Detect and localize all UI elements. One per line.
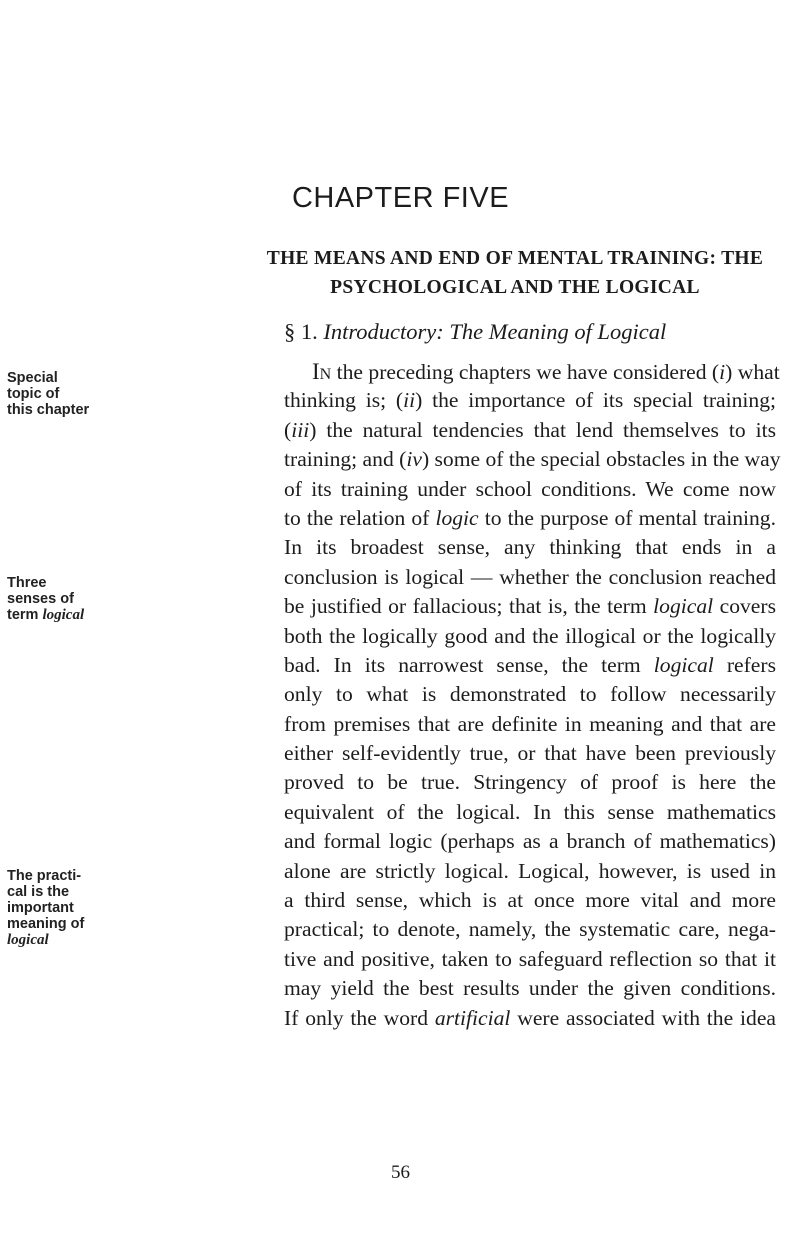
text-run: thinking is; ( bbox=[284, 388, 404, 413]
margin-note-line: important bbox=[7, 900, 74, 916]
body-line bbox=[284, 445, 781, 474]
italic-text: i bbox=[719, 360, 726, 384]
italic-text: iv bbox=[406, 447, 422, 472]
body-line bbox=[284, 357, 780, 386]
text-run: proved to be true. Stringency of proof is here the bbox=[284, 770, 776, 795]
text-run: to the purpose of mental training. bbox=[478, 505, 776, 530]
italic-text: ii bbox=[403, 388, 416, 413]
margin-note-line: Three bbox=[7, 575, 47, 591]
body-line bbox=[284, 974, 776, 1003]
margin-note-line: Special bbox=[7, 370, 58, 386]
italic-text: logical bbox=[653, 652, 714, 677]
text-run: to the relation of bbox=[284, 505, 436, 530]
italic-text: logical bbox=[653, 594, 714, 619]
italic-text: logic bbox=[435, 505, 479, 530]
body-line bbox=[284, 504, 776, 533]
text-run: practical; to denote, namely, the systematic care, nega- bbox=[284, 917, 776, 942]
margin-note-line: The practi- bbox=[7, 868, 82, 884]
margin-note-line bbox=[7, 607, 117, 623]
text-run: ) the natural tendencies that lend themselves to its bbox=[309, 417, 776, 442]
margin-note-line: cal is the bbox=[7, 884, 70, 900]
chapter-heading: CHAPTER FIVE bbox=[291, 182, 510, 214]
text-run: equivalent of the logical. In this sense mathematics bbox=[284, 799, 776, 824]
margin-note-italic: logical bbox=[42, 607, 85, 623]
body-line bbox=[284, 1004, 776, 1033]
body-line bbox=[284, 915, 776, 944]
section-title: Introductory: The Meaning of Logical bbox=[323, 319, 667, 344]
body-line bbox=[284, 651, 776, 680]
text-run: both the logically good and the illogical or the logically bbox=[284, 623, 776, 648]
text-run: ) some of the special obstacles in the way bbox=[421, 447, 781, 472]
text-run: either self-evidently true, or that have been previously bbox=[284, 741, 776, 766]
margin-note-italic: logical bbox=[7, 932, 49, 948]
margin-note-line: meaning of bbox=[7, 916, 85, 932]
body-text bbox=[284, 357, 781, 1033]
body-line bbox=[284, 739, 776, 768]
text-run: bad. In its narrowest sense, the term bbox=[284, 652, 654, 677]
chapter-title-line: THE MEANS AND END OF MENTAL TRAINING: THE bbox=[266, 248, 764, 269]
body-line bbox=[284, 827, 776, 856]
drop-word: In bbox=[312, 359, 332, 384]
text-run: a third sense, which is at once more vital and more bbox=[284, 888, 776, 913]
chapter-title bbox=[255, 244, 775, 302]
text-run: ( bbox=[284, 417, 292, 442]
text-run: If only the word bbox=[284, 1005, 435, 1030]
body-line bbox=[284, 416, 776, 445]
text-run: from premises that are definite in meaning and that are bbox=[284, 711, 776, 736]
body-line bbox=[284, 386, 776, 415]
text-run: and formal logic (perhaps as a branch of mathematics) bbox=[284, 829, 776, 854]
text-run: were associated with the idea bbox=[510, 1005, 776, 1030]
margin-note-line: this chapter bbox=[7, 402, 90, 418]
italic-text: artificial bbox=[434, 1005, 511, 1030]
body-line bbox=[284, 886, 776, 915]
body-line bbox=[284, 680, 776, 709]
text-run: alone are strictly logical. Logical, however, is used in bbox=[284, 858, 776, 883]
text-run: of its training under school conditions. We come now bbox=[284, 476, 776, 501]
chapter-title-line: PSYCHOLOGICAL AND THE LOGICAL bbox=[330, 277, 700, 298]
body-line bbox=[284, 533, 776, 562]
margin-note-practical bbox=[7, 868, 117, 948]
text-run: covers bbox=[713, 594, 776, 619]
margin-note-three-senses bbox=[7, 575, 117, 623]
text-run: be justified or fallacious; that is, the term bbox=[284, 594, 654, 619]
section-number: § 1. bbox=[284, 319, 318, 344]
text-run: training; and ( bbox=[284, 447, 407, 472]
body-line bbox=[284, 475, 776, 504]
body-line bbox=[284, 563, 776, 592]
text-run: ) what bbox=[725, 360, 780, 384]
text-run: ) the importance of its special training; bbox=[415, 388, 777, 413]
body-line bbox=[284, 710, 776, 739]
margin-note-line: topic of bbox=[7, 386, 60, 402]
text-run: conclusion is logical — whether the conclusion reached bbox=[284, 564, 776, 589]
margin-note-line: senses of bbox=[7, 591, 74, 607]
text-run: may yield the best results under the given conditions. bbox=[284, 976, 776, 1001]
margin-note-line bbox=[7, 932, 117, 948]
body-line bbox=[284, 768, 776, 797]
italic-text: iii bbox=[291, 417, 310, 442]
body-line bbox=[284, 798, 776, 827]
body-line bbox=[284, 857, 776, 886]
text-run: refers bbox=[713, 652, 776, 677]
margin-note-special-topic bbox=[7, 370, 117, 418]
margin-note-text: term bbox=[7, 607, 43, 623]
body-line bbox=[284, 622, 776, 651]
text-run: only to what is demonstrated to follow necessarily bbox=[284, 682, 776, 707]
text-run: tive and positive, taken to safeguard reflection so that it bbox=[284, 946, 776, 971]
page-number: 56 bbox=[391, 1162, 410, 1183]
text-run: In its broadest sense, any thinking that ends in a bbox=[284, 535, 776, 560]
body-line bbox=[284, 945, 776, 974]
section-heading bbox=[284, 319, 666, 345]
body-line bbox=[284, 592, 776, 621]
text-run: the preceding chapters we have considered ( bbox=[331, 360, 720, 384]
